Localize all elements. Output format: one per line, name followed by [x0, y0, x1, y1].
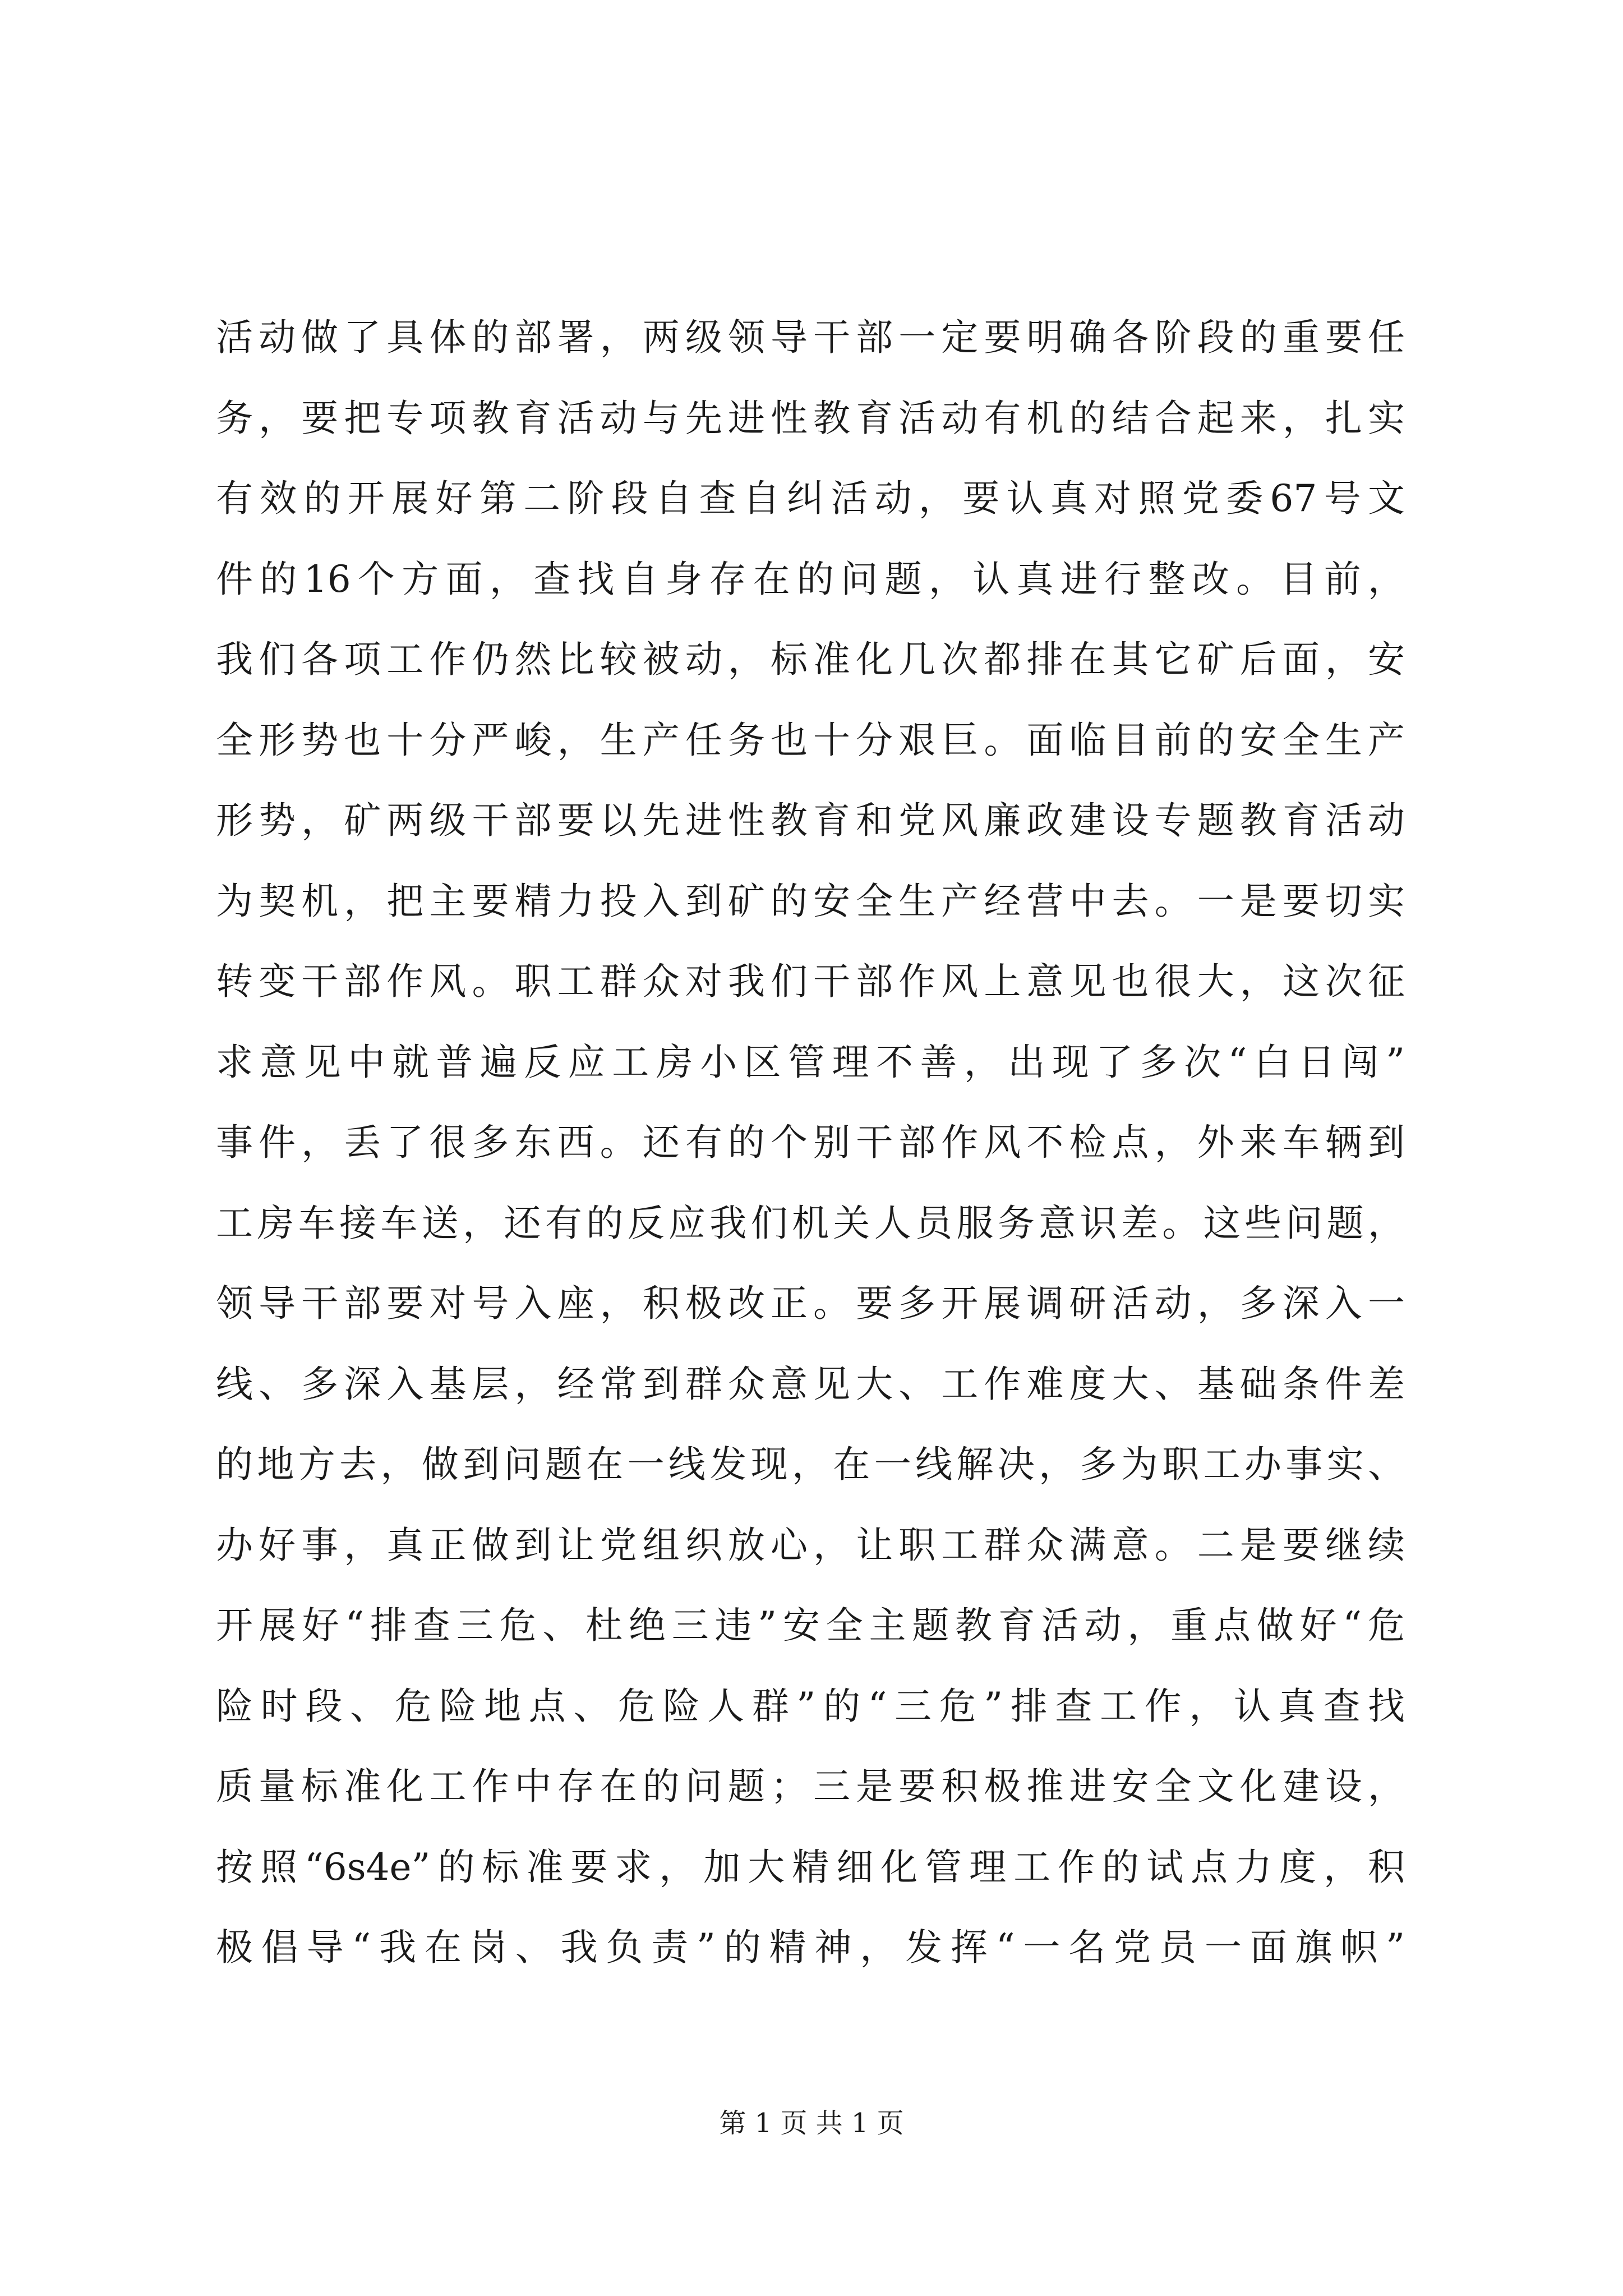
text-line: 领导干部要对号入座，积极改正。要多开展调研活动，多深入一 [216, 1282, 1405, 1325]
text-line: 工房车接车送，还有的反应我们机关人员服务意识差。这些问题， [216, 1201, 1405, 1245]
text-line: 形势，矿两级干部要以先进性教育和党风廉政建设专题教育活动 [216, 799, 1405, 842]
text-line: 办好事，真正做到让党组织放心，让职工群众满意。二是要继续 [216, 1523, 1405, 1567]
text-line: 线、多深入基层，经常到群众意见大、工作难度大、基础条件差 [216, 1362, 1405, 1406]
text-line: 极倡导“我在岗、我负责”的精神，发挥“一名党员一面旗帜” [216, 1926, 1405, 1969]
text-line: 质量标准化工作中存在的问题；三是要积极推进安全文化建设， [216, 1765, 1405, 1808]
text-line: 险时段、危险地点、危险人群”的“三危”排查工作，认真查找 [216, 1684, 1405, 1728]
text-line: 求意见中就普遍反应工房小区管理不善，出现了多次“白日闯” [216, 1040, 1405, 1084]
text-line: 开展好“排查三危、杜绝三违”安全主题教育活动，重点做好“危 [216, 1604, 1405, 1647]
text-line: 转变干部作风。职工群众对我们干部作风上意见也很大，这次征 [216, 960, 1405, 1003]
text-line: 全形势也十分严峻，生产任务也十分艰巨。面临目前的安全生产 [216, 718, 1405, 762]
text-line: 事件，丢了很多东西。还有的个别干部作风不检点，外来车辆到 [216, 1121, 1405, 1164]
body-text [216, 297, 1405, 1988]
text-line: 的地方去，做到问题在一线发现，在一线解决，多为职工办事实、 [216, 1443, 1405, 1486]
text-line: 按照“6s4e”的标准要求，加大精细化管理工作的试点力度，积 [216, 1845, 1405, 1889]
text-line: 有效的开展好第二阶段自查自纠活动，要认真对照党委67号文 [216, 477, 1405, 520]
text-line: 我们各项工作仍然比较被动，标准化几次都排在其它矿后面，安 [216, 638, 1405, 681]
text-line: 件的16个方面，查找自身存在的问题，认真进行整改。目前， [216, 557, 1405, 601]
page-footer: 第 1 页 共 1 页 [719, 2108, 904, 2139]
text-line: 务，要把专项教育活动与先进性教育活动有机的结合起来，扎实 [216, 396, 1405, 440]
text-line: 活动做了具体的部署，两级领导干部一定要明确各阶段的重要任 [216, 316, 1405, 359]
text-line: 为契机，把主要精力投入到矿的安全生产经营中去。一是要切实 [216, 879, 1405, 923]
